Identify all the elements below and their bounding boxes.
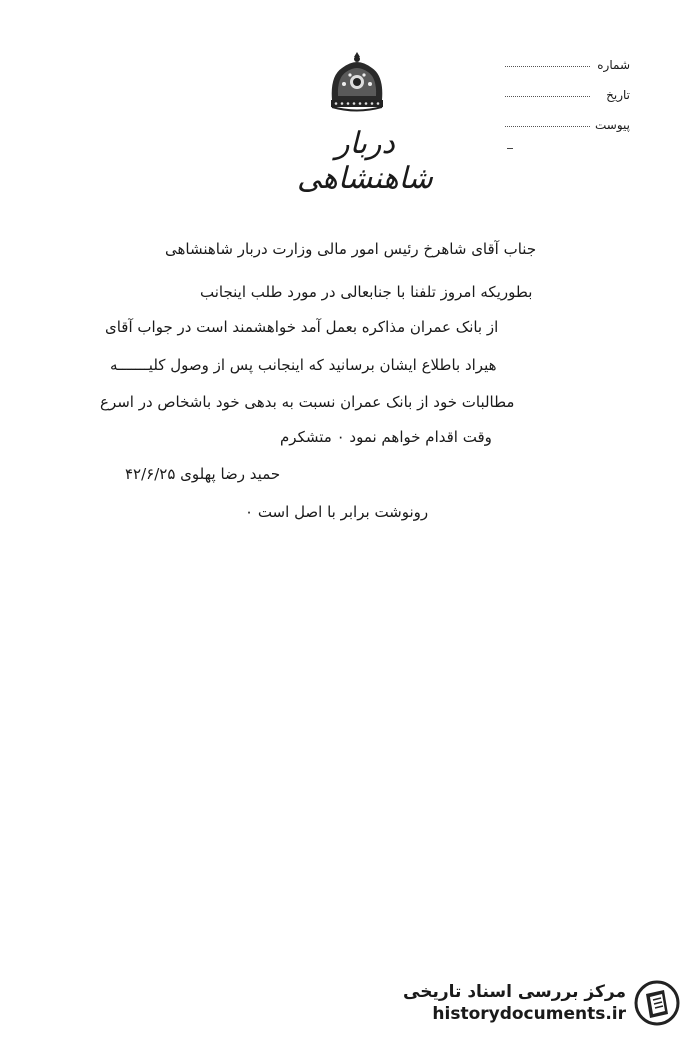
body-line: بطوریکه امروز تلفنا با جنابعالی در مورد طلب اینجانب [200, 283, 533, 301]
attachment-field [505, 118, 630, 132]
court-title: دربار شاهنشاهی [297, 126, 433, 196]
number-field [505, 58, 630, 72]
date-blank [505, 96, 590, 97]
watermark-footer [403, 980, 688, 1028]
number-blank [505, 66, 590, 67]
body-line: مطالبات خود از بانک عمران نسبت به بدهی خود باشخاص در اسرع [100, 393, 515, 411]
archive-website: historydocuments.ir [432, 1004, 626, 1024]
attachment-blank [505, 126, 590, 127]
archive-name: مرکز بررسی اسناد تاریخی [403, 982, 626, 1002]
document-center-logo-icon [634, 980, 680, 1026]
body-line: وقت اقدام خواهم نمود ۰ متشکرم [280, 428, 492, 446]
salutation-line: جناب آقای شاهرخ رئیس امور مالی وزارت دربار شاهنشاهی [165, 240, 537, 258]
divider-mark [507, 148, 513, 149]
date-field [505, 88, 630, 102]
attachment-label: پیوست [595, 118, 630, 132]
body-line: از بانک عمران مذاکره بعمل آمد خواهشمند است در جواب آقای [105, 318, 499, 336]
imperial-crown-icon [322, 48, 392, 118]
date-label: تاریخ [606, 88, 630, 102]
certification-line: رونوشت برابر با اصل است ۰ [245, 503, 429, 521]
number-label: شماره [597, 58, 630, 72]
signature-line: حمید رضا پهلوی ۴۲/۶/۲۵ [125, 465, 281, 483]
body-line: هیراد باطلاع ایشان برسانید که اینجانب پس از وصول کلیـــــــه [110, 356, 497, 374]
